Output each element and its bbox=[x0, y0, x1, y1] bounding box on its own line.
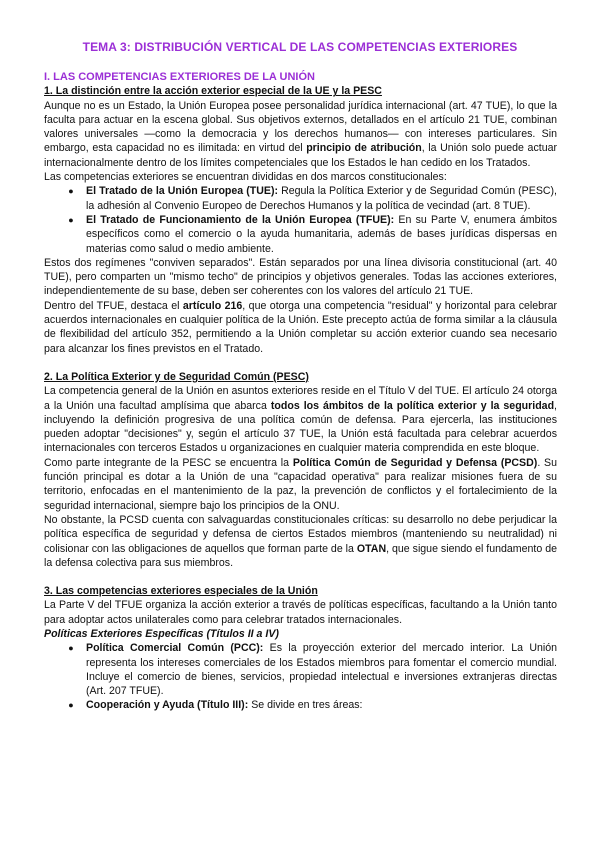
paragraph: Las competencias exteriores se encuentran divididas en dos marcos constitucionales: bbox=[44, 171, 447, 184]
document-body bbox=[44, 70, 557, 713]
paragraph: La Parte V del TFUE organiza la acción exterior a través de políticas específicas, facultando a la Unión tanto para adoptar actos unilaterales como para celebrar tratados internacionales. bbox=[44, 599, 557, 626]
bullet-list bbox=[44, 641, 557, 712]
list-item: ● Cooperación y Ayuda (Título III): Se divide en tres áreas: bbox=[44, 698, 557, 712]
section-heading: I. LAS COMPETENCIAS EXTERIORES DE LA UNIÓN bbox=[44, 71, 315, 83]
subsection-heading-2: 2. La Política Exterior y de Seguridad Común (PESC) bbox=[44, 370, 309, 383]
paragraph: La competencia general de la Unión en asuntos exteriores reside en el Título V del TUE. El artículo 24 otorga a la Unión una facultad amplísima que abarca todos los ámbitos de la política exterior y la seguridad, incluyendo la definición progresiva de una política común de defensa. Para ejercerla, las instituciones pueden adoptar "decisiones" y, según el artículo 37 TUE, la Unión está facultada para celebrar acuerdos internacionales con terceros Estados u organizaciones en cualquier materia comprendida en este bloque. bbox=[44, 385, 557, 455]
document-title: TEMA 3: DISTRIBUCIÓN VERTICAL DE LAS COMPETENCIAS EXTERIORES bbox=[82, 40, 518, 54]
bullet-icon: ● bbox=[68, 186, 74, 197]
list-item: ● El Tratado de la Unión Europea (TUE): Regula la Política Exterior y de Seguridad Común (PESC), la adhesión al Convenio Europeo de Derechos Humanos y la política de vecindad (art. 8 TUE). bbox=[44, 184, 557, 213]
paragraph: No obstante, la PCSD cuenta con salvaguardas constitucionales críticas: su desarrollo no debe perjudicar la política específica de seguridad y defensa de ciertos Estados miembros (manteniendo su neutralidad) ni colisionar con las obligaciones de aquellos que forman parte de la OTAN, que sigue siendo el fundamento de la defensa colectiva para sus miembros. bbox=[44, 513, 557, 569]
paragraph: Dentro del TFUE, destaca el artículo 216, que otorga una competencia "residual" y horizontal para celebrar acuerdos internacionales en cualquier política de la Unión. Este precepto actúa de forma similar a la cláusula de flexibilidad del artículo 352, permitiendo a la Unión completar su acción exterior cuando sea necesario para alcanzar los fines previstos en el Tratado. bbox=[44, 299, 557, 355]
list-item: ● El Tratado de Funcionamiento de la Unión Europea (TFUE): En su Parte V, enumera ámbitos específicos como el comercio o la ayuda humanitaria, además de bases jurídicas dispersas en materias como salud o medio ambiente. bbox=[44, 213, 557, 256]
paragraph: Estos dos regímenes "conviven separados". Están separados por una línea divisoria constitucional (art. 40 TUE), pero comparten un "mismo techo" de principios y objetivos generales. Todas las acciones exteriores, independientemente de su base, deben ser coherentes con los valores del artículo 21 TUE. bbox=[44, 256, 557, 298]
bullet-icon: ● bbox=[68, 643, 74, 654]
list-item: ● Política Comercial Común (PCC): Es la proyección exterior del mercado interior. La Unión representa los intereses comerciales de los Estados miembros para fomentar el comercio mundial. Incluye el comercio de bienes, servicios, propiedad intelectual e inversiones extranjeras directas (Art. 207 TFUE). bbox=[44, 641, 557, 698]
paragraph: Como parte integrante de la PESC se encuentra la Política Común de Seguridad y Defensa (PCSD). Su función principal es dotar a la Unión de una "capacidad operativa" para realizar misiones fuera de su territorio, enfocadas en el mantenimiento de la paz, la prevención de conflictos y el fortalecimiento de la seguridad internacional, siempre bajo los principios de la ONU. bbox=[44, 456, 557, 512]
subsection-heading-1: 1. La distinción entre la acción exterior especial de la UE y la PESC bbox=[44, 85, 382, 98]
bullet-list bbox=[44, 184, 557, 255]
subsection-heading-3: 3. Las competencias exteriores especiales de la Unión bbox=[44, 585, 318, 598]
paragraph: Aunque no es un Estado, la Unión Europea posee personalidad jurídica internacional (art. 47 TUE), lo que la faculta para actuar en la escena global. Sus objetivos externos, detallados en el artículo 21 TUE, combinan valores universales —como la democracia y los derechos humanos— con intereses particulares. Sin embargo, esta capacidad no es ilimitada: en virtud del principio de atribución, la Unión solo puede actuar internacionalmente dentro de los límites competenciales que los Estados le han cedido en los Tratados. bbox=[44, 99, 558, 169]
bullet-icon: ● bbox=[68, 700, 74, 711]
bullet-icon: ● bbox=[68, 214, 74, 225]
italic-heading: Políticas Exteriores Específicas (Títulos II a IV) bbox=[44, 627, 279, 640]
